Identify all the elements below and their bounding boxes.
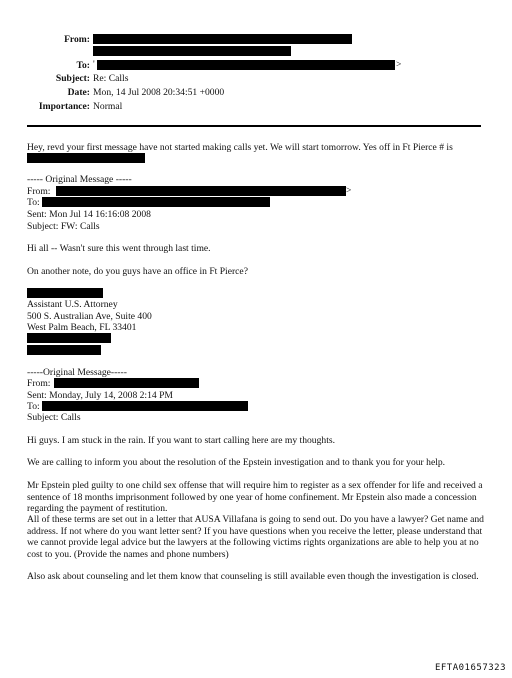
reply-body: Hey, revd your first message have not started making calls yet. We will start tomorrow. Yes off in Ft Pierce # is <box>27 142 453 153</box>
orig2-paragraph-1: Hi guys. I am stuck in the rain. If you want to start calling here are my thoughts. <box>27 435 335 446</box>
redacted-orig2-from <box>54 378 199 388</box>
importance-label: Importance: <box>38 101 90 112</box>
sig-address-1: 500 S. Australian Ave, Suite 400 <box>27 311 152 322</box>
sig-title: Assistant U.S. Attorney <box>27 299 118 310</box>
subject-label: Subject: <box>55 73 90 84</box>
redacted-sig-name <box>27 288 103 298</box>
sig-address-2: West Palm Beach, FL 33401 <box>27 322 137 333</box>
importance-value: Normal <box>93 101 123 112</box>
date-label: Date: <box>67 87 90 98</box>
orig2-sent: Sent: Monday, July 14, 2008 2:14 PM <box>27 390 173 401</box>
orig2-paragraph-2: We are calling to inform you about the resolution of the Epstein investigation and to thank you for your help. <box>27 457 446 468</box>
orig1-subject: Subject: FW: Calls <box>27 221 100 232</box>
orig1-line2: On another note, do you guys have an office in Ft Pierce? <box>27 266 248 277</box>
original-separator-1: ----- Original Message ----- <box>27 174 132 185</box>
redacted-phone <box>27 153 145 163</box>
orig2-to-label: To: <box>27 401 40 412</box>
bates-number: EFTA01657323 <box>434 662 506 673</box>
to-suffix: > <box>396 59 402 70</box>
date-value: Mon, 14 Jul 2008 20:34:51 +0000 <box>93 87 225 98</box>
orig2-paragraph-5: Also ask about counseling and let them know that counseling is still available even though the investigation is closed. <box>27 571 479 582</box>
orig2-paragraph-3: Mr Epstein pled guilty to one child sex offense that will require him to register as a sex offender for life and received a sentence of 18 months imprisonment followed by one year of home confinement. Mr Epstein also made a concession regarding the payment of restitution. <box>27 480 483 514</box>
redacted-from <box>93 34 352 44</box>
orig2-subject: Subject: Calls <box>27 412 81 423</box>
original-separator-2: -----Original Message----- <box>27 367 127 378</box>
to-label: To: <box>76 60 90 71</box>
redacted-orig1-from <box>56 186 346 196</box>
orig1-sent: Sent: Mon Jul 14 16:16:08 2008 <box>27 209 151 220</box>
redacted-from-2 <box>93 46 291 56</box>
from-label: From: <box>64 34 90 45</box>
orig1-line1: Hi all -- Wasn't sure this went through last time. <box>27 243 211 254</box>
orig2-from-label: From: <box>27 378 51 389</box>
redacted-to <box>97 60 395 70</box>
to-prefix: ' <box>93 59 95 70</box>
header-divider <box>27 125 481 127</box>
redacted-sig-phone <box>27 333 111 343</box>
redacted-orig1-to <box>42 197 270 207</box>
orig2-paragraph-4: All of these terms are set out in a letter that AUSA Villafana is going to send out. Do you have a lawyer? Get name and address. If not where do you want letter sent? If you have questions when you receive the letter, please understand that we cannot provide legal advice but the lawyers at the following victims rights organizations are able to help you at no cost to you. (Provide the names and phone numbers) <box>27 514 484 560</box>
orig1-to-label: To: <box>27 197 40 208</box>
orig1-from-suffix: > <box>346 185 352 196</box>
redacted-sig-fax <box>27 345 101 355</box>
subject-value: Re: Calls <box>93 73 129 84</box>
redacted-orig2-to <box>42 401 248 411</box>
orig1-from-label: From: <box>27 186 51 197</box>
